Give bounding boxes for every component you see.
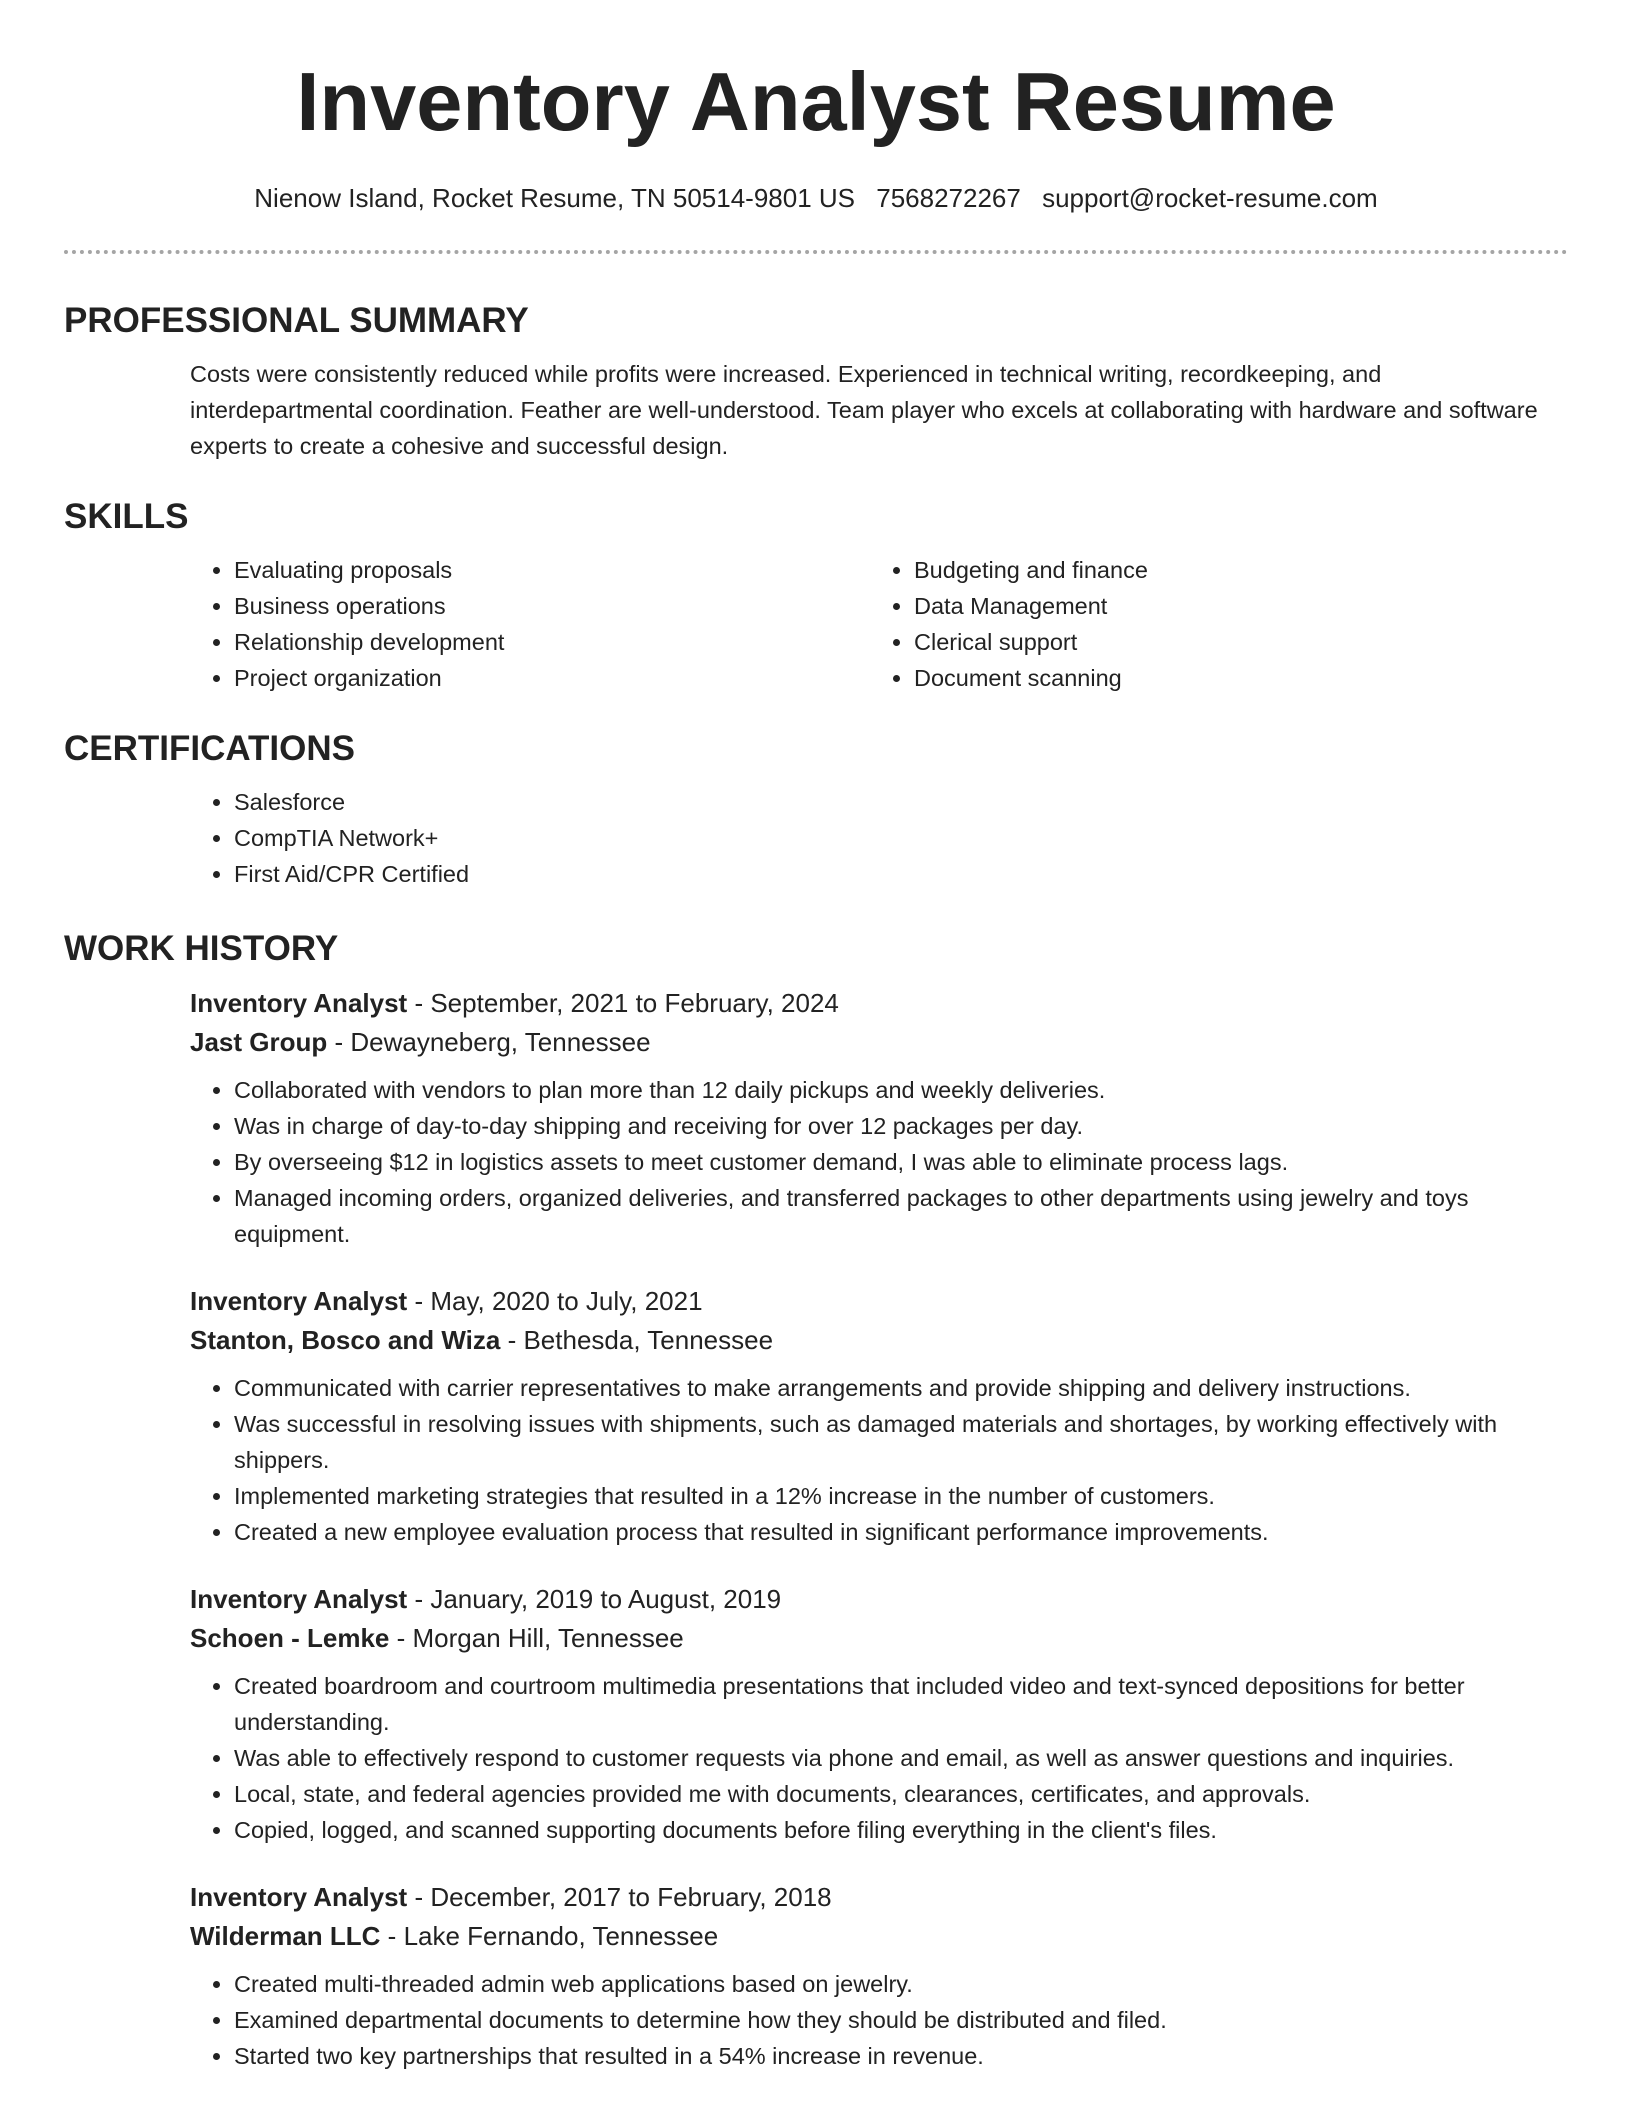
job-bullet: • Copied, logged, and scanned supporting documents before filing everything in the client's files. xyxy=(234,1812,1568,1848)
job-bullet: • Managed incoming orders, organized deliveries, and transferred packages to other departments using jewelry and toys equipment. xyxy=(234,1180,1568,1252)
skill-item: • Data Management xyxy=(914,588,1550,624)
skill-item: • Clerical support xyxy=(914,624,1550,660)
job-company-line: Wilderman LLC - Lake Fernando, Tennessee xyxy=(190,1921,719,1951)
certification-item: • Salesforce xyxy=(234,784,1568,820)
skills-section xyxy=(64,494,1568,696)
job-bullet: • By overseeing $12 in logistics assets to meet customer demand, I was able to eliminate process lags. xyxy=(234,1144,1568,1180)
contact-email: support@rocket-resume.com xyxy=(1042,183,1378,213)
skill-item: • Budgeting and finance xyxy=(914,552,1550,588)
summary-section xyxy=(64,298,1568,464)
job-dates: September, 2021 to February, 2024 xyxy=(430,988,839,1018)
contact-line xyxy=(0,180,1632,216)
job-title: Inventory Analyst xyxy=(190,1882,408,1912)
contact-address: Nienow Island, Rocket Resume, TN 50514-9801 US xyxy=(254,183,855,213)
work-history-heading: WORK HISTORY xyxy=(64,929,339,968)
skill-item: • Evaluating proposals xyxy=(234,552,870,588)
job-bullet: • Created a new employee evaluation process that resulted in significant performance improvements. xyxy=(234,1514,1568,1550)
job-entry xyxy=(190,1282,1568,1550)
job-company: Wilderman LLC xyxy=(190,1921,381,1951)
job-bullet: • Collaborated with vendors to plan more than 12 daily pickups and weekly deliveries. xyxy=(234,1072,1568,1108)
job-company-line: Stanton, Bosco and Wiza - Bethesda, Tennessee xyxy=(190,1325,774,1355)
job-dates: May, 2020 to July, 2021 xyxy=(430,1286,703,1316)
job-bullet: • Started two key partnerships that resulted in a 54% increase in revenue. xyxy=(234,2038,1568,2074)
job-title-line: Inventory Analyst - December, 2017 to February, 2018 xyxy=(190,1882,832,1912)
job-company-line: Schoen - Lemke - Morgan Hill, Tennessee xyxy=(190,1623,684,1653)
job-bullet: • Was able to effectively respond to customer requests via phone and email, as well as answer questions and inquiries. xyxy=(234,1740,1568,1776)
job-title: Inventory Analyst xyxy=(190,1584,408,1614)
job-entry xyxy=(190,1580,1568,1848)
job-location: Bethesda, Tennessee xyxy=(523,1325,774,1355)
skill-item: • Document scanning xyxy=(914,660,1550,696)
certification-item: • CompTIA Network+ xyxy=(234,820,1568,856)
job-bullet: • Local, state, and federal agencies provided me with documents, clearances, certificates, and approvals. xyxy=(234,1776,1568,1812)
certification-item: • First Aid/CPR Certified xyxy=(234,856,1568,892)
contact-phone: 7568272267 xyxy=(876,183,1021,213)
job-location: Lake Fernando, Tennessee xyxy=(403,1921,719,1951)
job-title-line: Inventory Analyst - September, 2021 to February, 2024 xyxy=(190,988,839,1018)
skills-heading: SKILLS xyxy=(64,497,189,536)
resume-title: Inventory Analyst Resume xyxy=(296,55,1336,148)
skills-column-right xyxy=(870,552,1550,696)
job-location: Dewayneberg, Tennessee xyxy=(350,1027,651,1057)
job-company: Schoen - Lemke xyxy=(190,1623,390,1653)
job-entry xyxy=(190,984,1568,1252)
skill-item: • Project organization xyxy=(234,660,870,696)
job-company-line: Jast Group - Dewayneberg, Tennessee xyxy=(190,1027,651,1057)
job-bullet: • Created multi-threaded admin web applications based on jewelry. xyxy=(234,1966,1568,2002)
job-bullet: • Was in charge of day-to-day shipping and receiving for over 12 packages per day. xyxy=(234,1108,1568,1144)
job-entry xyxy=(190,1878,1568,2074)
job-title: Inventory Analyst xyxy=(190,1286,408,1316)
resume-content xyxy=(64,298,1568,2104)
job-bullet: • Created boardroom and courtroom multimedia presentations that included video and text-synced depositions for better understanding. xyxy=(234,1668,1568,1740)
job-bullet: • Examined departmental documents to determine how they should be distributed and filed. xyxy=(234,2002,1568,2038)
job-location: Morgan Hill, Tennessee xyxy=(412,1623,684,1653)
job-bullet: • Implemented marketing strategies that resulted in a 12% increase in the number of customers. xyxy=(234,1478,1568,1514)
certifications-heading: CERTIFICATIONS xyxy=(64,729,356,768)
job-company: Jast Group xyxy=(190,1027,328,1057)
job-title: Inventory Analyst xyxy=(190,988,408,1018)
job-bullet: • Was successful in resolving issues with shipments, such as damaged materials and shortages, by working effectively with shippers. xyxy=(234,1406,1568,1478)
header-divider xyxy=(64,250,1568,254)
job-title-line: Inventory Analyst - May, 2020 to July, 2021 xyxy=(190,1286,703,1316)
job-dates: December, 2017 to February, 2018 xyxy=(430,1882,832,1912)
job-title-line: Inventory Analyst - January, 2019 to August, 2019 xyxy=(190,1584,782,1614)
job-company: Stanton, Bosco and Wiza xyxy=(190,1325,501,1355)
job-bullet: • Communicated with carrier representatives to make arrangements and provide shipping and delivery instructions. xyxy=(234,1370,1568,1406)
work-history-section xyxy=(64,926,1568,2074)
job-dates: January, 2019 to August, 2019 xyxy=(430,1584,782,1614)
skill-item: • Relationship development xyxy=(234,624,870,660)
skill-item: • Business operations xyxy=(234,588,870,624)
skills-column-left xyxy=(190,552,870,696)
summary-heading: PROFESSIONAL SUMMARY xyxy=(64,301,529,340)
certifications-section xyxy=(64,726,1568,892)
summary-text: Costs were consistently reduced while profits were increased. Experienced in technical writing, recordkeeping, and interdepartmental coordination. Feather are well-understood. Team player who excels at collaborating with hardware and software experts to create a cohesive and successful design. xyxy=(190,361,1538,459)
